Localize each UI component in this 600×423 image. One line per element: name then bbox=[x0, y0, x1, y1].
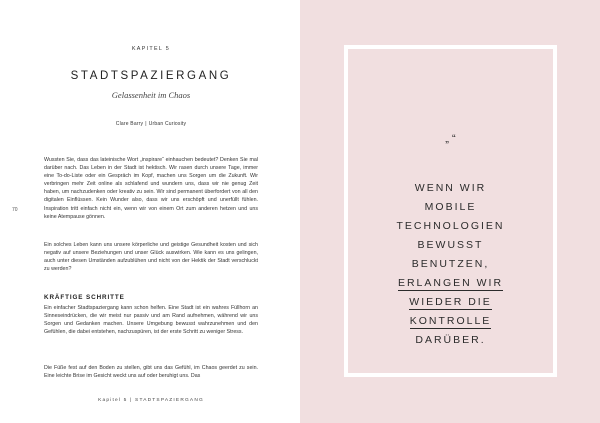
byline-separator: | bbox=[145, 121, 147, 127]
page-subtitle: Gelassenheit im Chaos bbox=[111, 90, 191, 100]
quote-line: WENN WIR bbox=[414, 182, 487, 194]
running-footer: Kapitel 5 | STADTSPAZIERGANG bbox=[98, 398, 204, 403]
author-name: Clare Barry bbox=[115, 121, 144, 127]
pull-quote bbox=[348, 179, 553, 350]
quotation-mark: „ “ bbox=[445, 133, 456, 145]
quote-line-underlined: KONTROLLE bbox=[409, 315, 492, 327]
page-number: 70 bbox=[12, 207, 18, 213]
chapter-label: KAPITEL 5 bbox=[131, 46, 171, 52]
quote-line: TECHNOLOGIEN bbox=[396, 220, 505, 232]
series-name: Urban Curiosity bbox=[148, 121, 187, 127]
quote-frame bbox=[344, 45, 557, 377]
quote-line: DARÜBER. bbox=[415, 334, 486, 346]
page-title: STADTSPAZIERGANG bbox=[70, 70, 232, 82]
body-paragraph-3: Ein einfacher Stadtspaziergang kann schon helfen. Eine Stadt ist ein wahres Füllhorn an Sinneseindrücken, die wir meist nur passiv und am Rand aufnehmen, während wir uns Sorgen und Gedanken machen. Unsere Umgebung bewusst wahrzunehmen und den Gefühlen, die dabei entstehen, nachzuspüren, ist der erste Schritt zu weniger Stress. bbox=[44, 305, 258, 336]
quote-line: MOBILE bbox=[424, 201, 477, 213]
quote-line: BENUTZEN, bbox=[411, 258, 490, 270]
body-paragraph-2: Ein solches Leben kann uns unsere körperliche und geistige Gesundheit kosten und sich negativ auf unsere Beziehungen und unser Glück auswirken. Wie kann es uns gelingen, auch unter diesen Umständen aufzublühen und nicht von der Hektik der Stadt verschluckt zu werden? bbox=[44, 242, 258, 273]
body-paragraph-4: Die Füße fest auf den Boden zu stellen, gibt uns das Gefühl, im Chaos geerdet zu sein. Eine leichte Brise im Gesicht weckt uns auf oder beruhigt uns. Das bbox=[44, 365, 258, 380]
quote-line-underlined: ERLANGEN WIR bbox=[397, 277, 504, 289]
body-paragraph-1: Wussten Sie, dass das lateinische Wort „inspirare“ einhauchen bedeutet? Denken Sie mal darüber nach. Das Leben in der Stadt ist hektisch. Wir rasen durch unsere Tage, immer eine To-do-Liste oder ein Gespräch im Kopf, machen uns Sorgen um die Zukunft. Wir verbringen mehr Zeit online als schlafend und wundern uns, dass wir nie genug Zeit haben, um nachzudenken oder kreativ zu sein. Wir sind permanent überfordert von all den digitalen Einflüssen. Kein Wunder also, dass wir uns erschöpft und unerfüllt fühlen. Inspiration tritt einfach nicht ein, wenn wir von einem Ort zum anderen hetzen und uns keine Atempause gönnen. bbox=[44, 157, 258, 220]
byline bbox=[40, 121, 262, 127]
quote-line: BEWUSST bbox=[417, 239, 484, 251]
section-heading: KRÄFTIGE SCHRITTE bbox=[44, 294, 125, 301]
quote-line-underlined: WIEDER DIE bbox=[409, 296, 492, 308]
